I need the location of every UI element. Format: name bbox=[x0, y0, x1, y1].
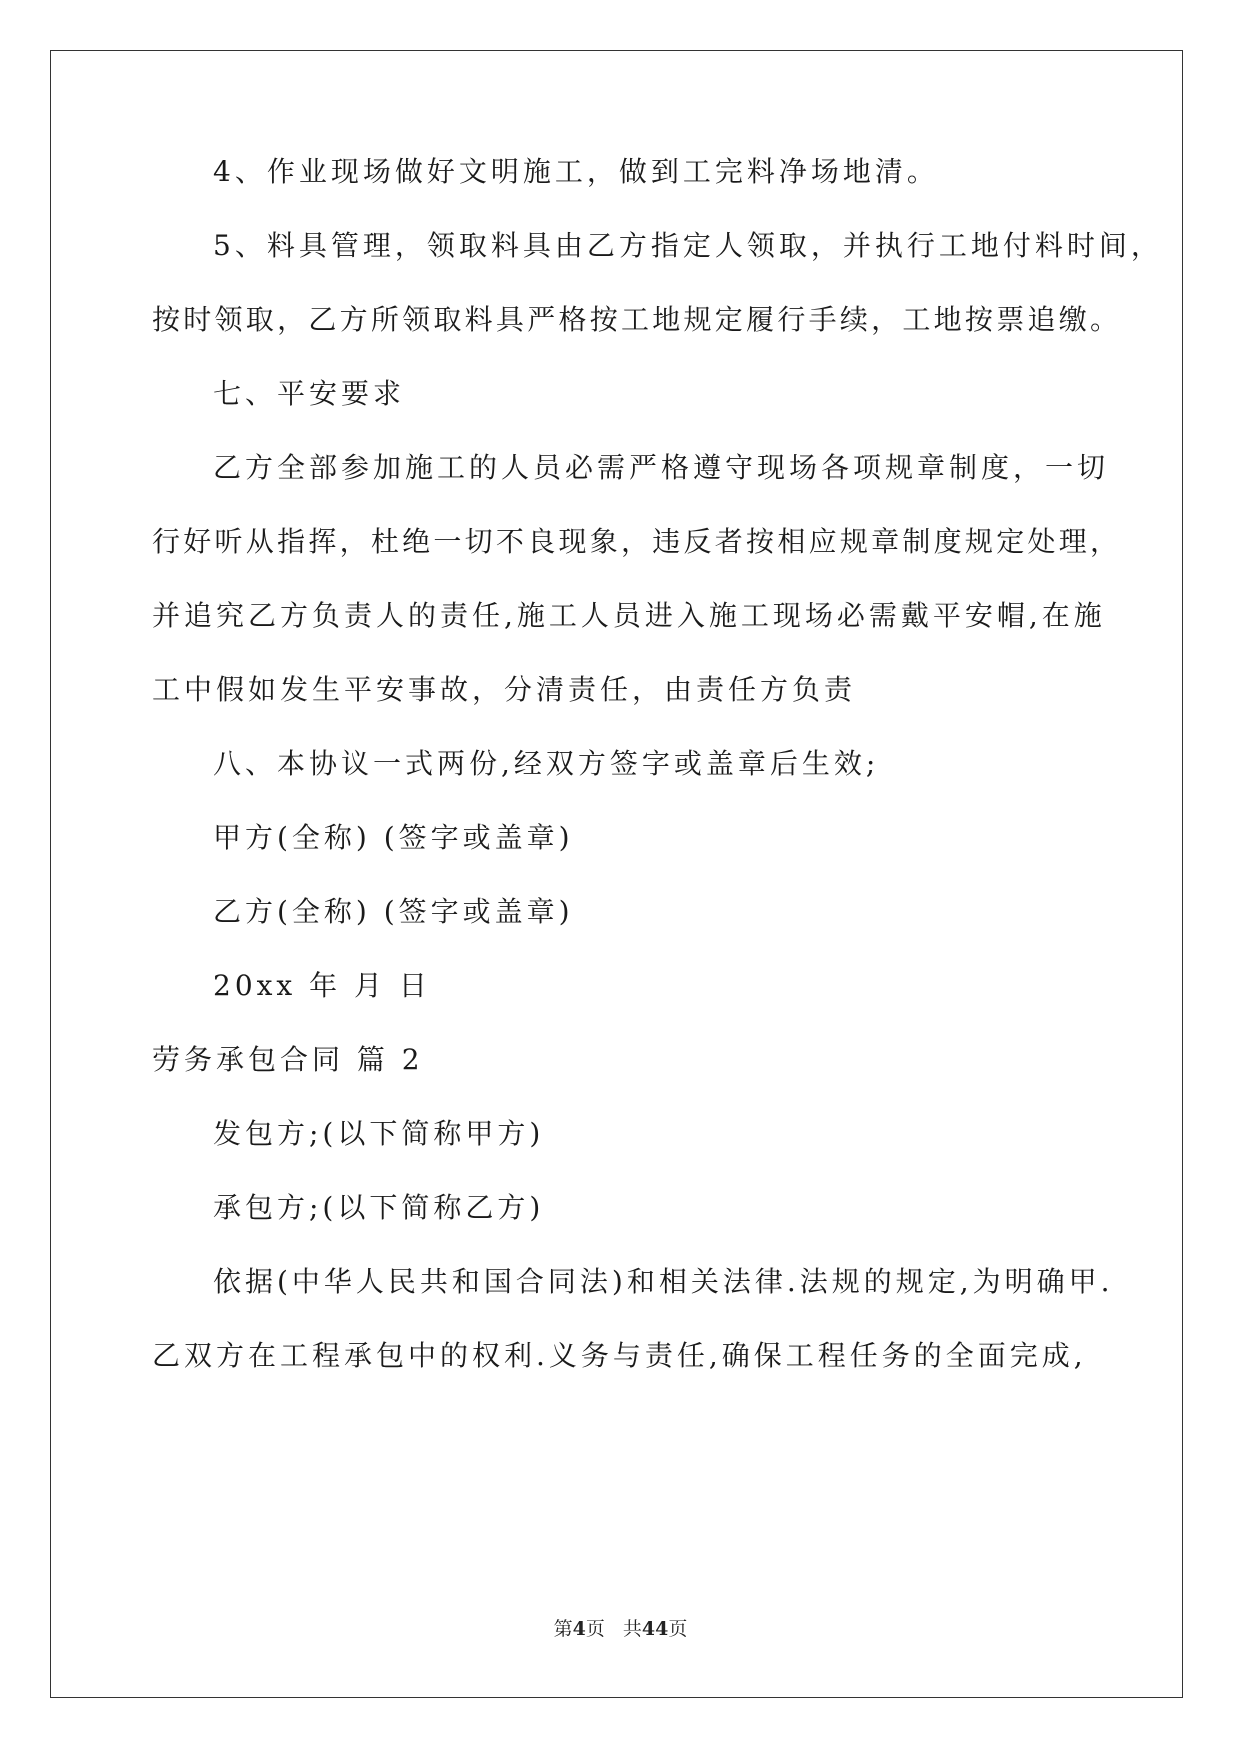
party-contractor-line: 承包方;(以下简称乙方) bbox=[213, 1191, 545, 1224]
signature-line-party-b: 乙方(全称) (签字或盖章) bbox=[213, 895, 574, 928]
contract-title: 劳务承包合同 篇 2 bbox=[152, 1043, 424, 1076]
paragraph-line: 乙方全部参加施工的人员必需严格遵守现场各项规章制度，一切 bbox=[213, 451, 1110, 484]
footer-page-number: 4 bbox=[572, 1618, 586, 1640]
paragraph-line: 乙双方在工程承包中的权利.义务与责任,确保工程任务的全面完成, bbox=[152, 1339, 1087, 1372]
paragraph-line: 按时领取，乙方所领取料具严格按工地规定履行手续，工地按票追缴。 bbox=[152, 303, 1118, 336]
section-heading: 七、平安要求 bbox=[213, 377, 406, 410]
signature-line-party-a: 甲方(全称) (签字或盖章) bbox=[213, 821, 574, 854]
paragraph-line: 行好听从指挥，杜绝一切不良现象，违反者按相应规章制度规定处理， bbox=[152, 525, 1118, 558]
section-heading: 八、本协议一式两份,经双方签字或盖章后生效; bbox=[213, 747, 880, 780]
paragraph-line: 依据(中华人民共和国合同法)和相关法律.法规的规定,为明确甲. bbox=[213, 1265, 1114, 1298]
paragraph-line: 工中假如发生平安事故，分清责任，由责任方负责 bbox=[152, 673, 857, 706]
date-line: 20xx 年 月 日 bbox=[213, 969, 431, 1002]
footer-page-prefix: 第 bbox=[553, 1618, 573, 1640]
page-footer bbox=[0, 1617, 1241, 1641]
footer-total-prefix: 共 bbox=[622, 1618, 642, 1640]
paragraph-line: 4、作业现场做好文明施工，做到工完料净场地清。 bbox=[213, 155, 939, 188]
paragraph-line: 5、料具管理，领取料具由乙方指定人领取，并执行工地付料时间， bbox=[213, 229, 1163, 262]
page-border bbox=[50, 50, 1183, 1698]
footer-total-pages: 44 bbox=[641, 1618, 669, 1640]
footer-page-suffix: 页 bbox=[585, 1618, 605, 1640]
party-issuer-line: 发包方;(以下简称甲方) bbox=[213, 1117, 545, 1150]
footer-total-suffix: 页 bbox=[668, 1618, 688, 1640]
paragraph-line: 并追究乙方负责人的责任,施工人员进入施工现场必需戴平安帽,在施 bbox=[152, 599, 1106, 632]
